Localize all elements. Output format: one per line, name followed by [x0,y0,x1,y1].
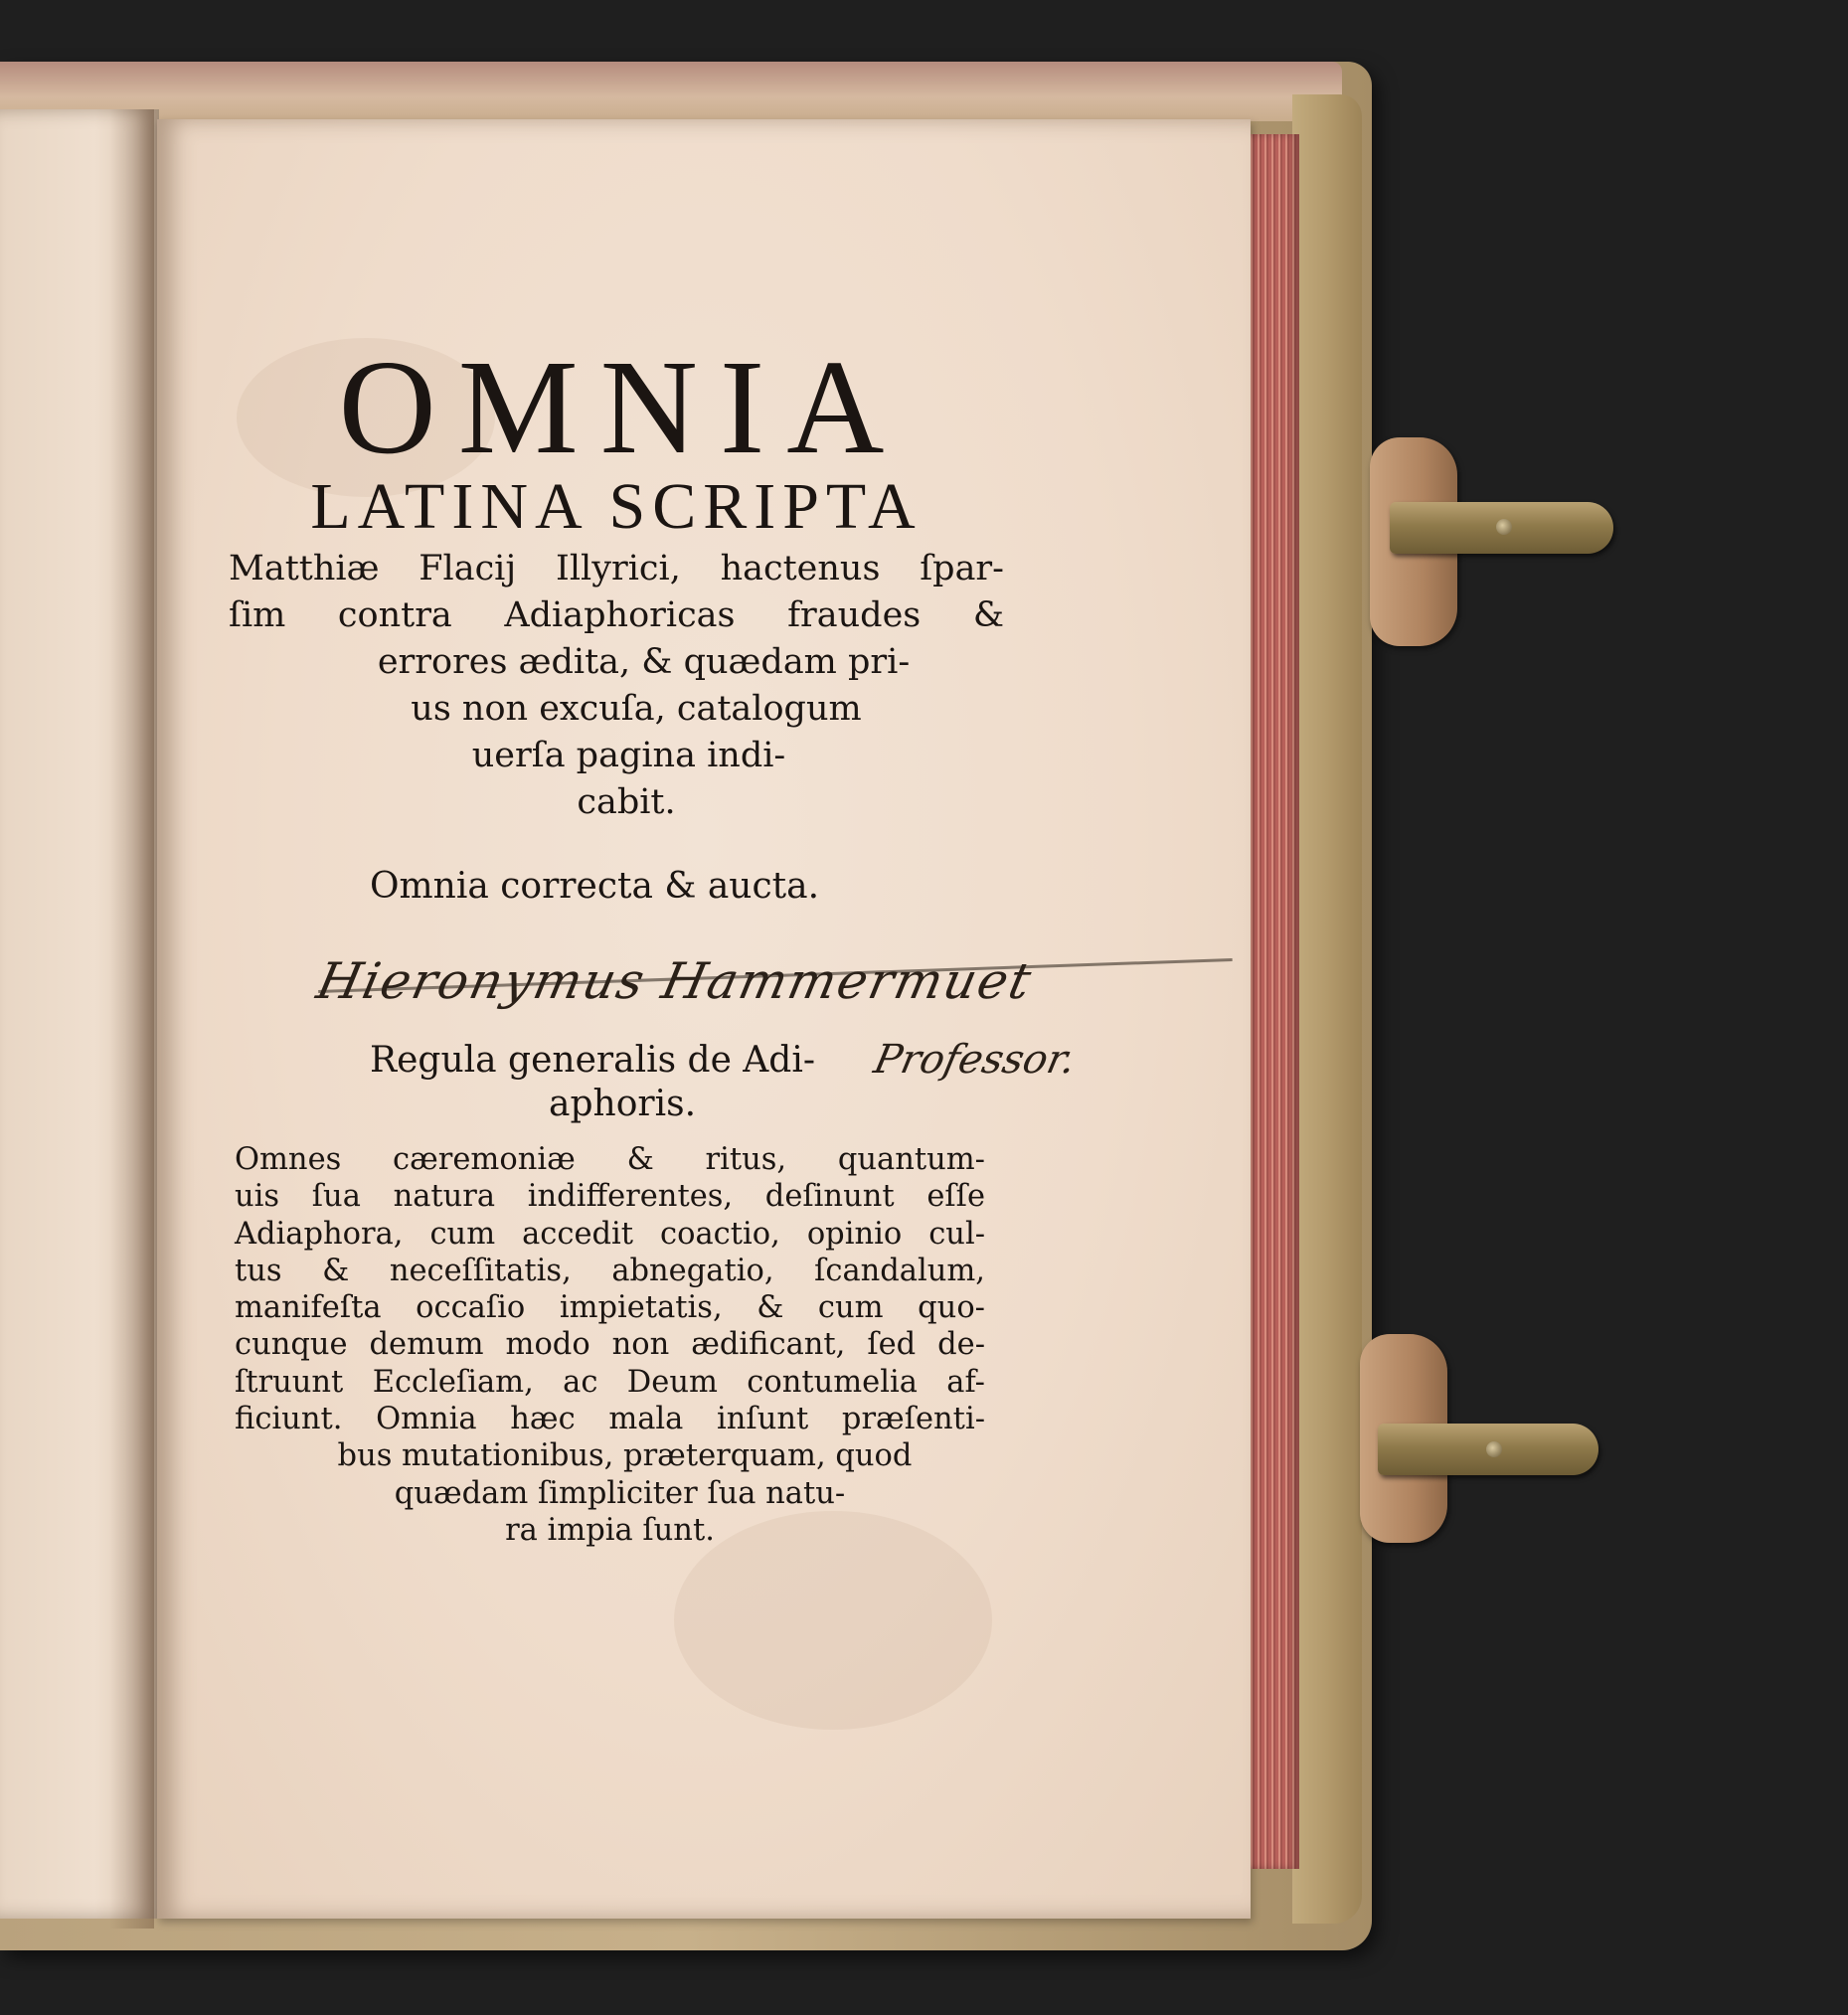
author-line: uerſa pagina indi- [471,736,786,775]
rule-line: ra impia ſunt. [505,1512,715,1548]
rule-line: tus & neceſſitatis, abnegatio, ſcandalum, [235,1253,985,1288]
left-page-fold [109,109,154,1929]
author-line: us non excuſa, catalogum [411,689,862,729]
title-block [229,333,1004,826]
rule-line: manifeſta occaſio impietatis, & cum quo- [235,1290,985,1326]
rule-line: Adiaphora, cum accedit coactio, opinio cul- [235,1216,985,1252]
handwritten-title: Professor. [870,1037,1081,1083]
rule-line: quædam ſimpliciter ſua natu- [394,1475,846,1511]
rule-line: ſtruunt Eccleſiam, ac Deum contumelia af- [235,1364,985,1400]
rule-heading-line: Regula generalis de Adi- [370,1040,816,1081]
author-line: ſim contra Adiaphoricas fraudes & [229,595,1004,635]
page-edges [1248,134,1299,1869]
cover-right-edge [1292,94,1362,1924]
rule-line: uis ſua natura indifferentes, deſinunt eſſe [235,1179,985,1215]
author-line: Matthiæ Flacij Illyrici, hactenus ſpar- [229,549,1004,588]
cover-top-edge [0,62,1342,121]
page-subtitle: LATINA SCRIPTA [310,470,923,543]
rule-heading-line: aphoris. [549,1084,697,1124]
handwritten-name: Hieronymus Hammermuet [311,952,1039,1010]
page-title: OMNIA [338,333,907,482]
edition-note: Omnia correcta & aucta. [370,866,820,907]
rule-heading [370,1039,887,1126]
rule-line: bus mutationibus, præterquam, quod [337,1438,913,1474]
rule-paragraph [235,1141,985,1549]
rivet-icon [1486,1441,1502,1457]
rule-line: cunque demum modo non ædificant, ſed de- [235,1327,985,1363]
author-line: cabit. [577,782,676,822]
rivet-icon [1496,519,1512,535]
rule-line: Omnes cæremoniæ & ritus, quantum- [235,1142,985,1177]
author-line: errores ædita, & quædam pri- [377,642,911,682]
rule-line: ficiunt. Omnia hæc mala inſunt præſenti- [235,1402,985,1437]
author-paragraph [229,546,1004,826]
